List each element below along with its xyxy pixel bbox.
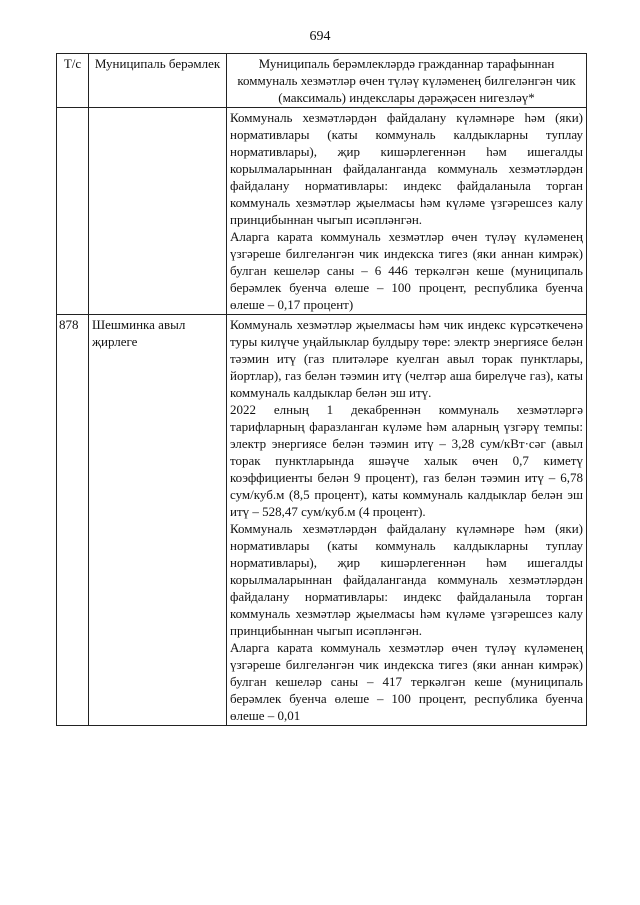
header-municipality: Муниципаль берәмлек xyxy=(89,54,227,108)
paragraph: 2022 елның 1 декабреннән коммуналь хезмәтләргә тарифларның фаразланган күләме һәм аларның үзгәрү темпы: электр энергиясе белән тәэмин итү – 3,28 сум/кВт·сәг (авыл торак пунктларында яшәүче халык өчен 0,7 киметү коэффициенты белән 9 процент), газ белән тәэмин итү – 6,78 сум/куб.м (8,5 процент), каты коммуналь калдыклар белән эш итү – 528,47 сум/куб.м (4 процент). xyxy=(230,402,583,519)
paragraph: Коммуналь хезмәтләрдән файдалану күләмнәре һәм (яки) нормативлары (каты коммуналь калдыкларны туплау нормативлары), җир кишәрлегеннән һәм ишегалды корылмаларыннан файдаланганда коммуналь хезмәтләрдән файдалану нормативлары: индекс файдаланыла торган коммуналь хезмәтләр җыелмасы һәм күләме үзгәрешсез калу принцибыннан чыгып исәпләнгән. xyxy=(230,521,583,638)
index-table xyxy=(56,53,587,726)
header-justification: Муниципаль берәмлекләрдә гражданнар тарафыннан коммуналь хезмәтләр өчен түләү күләменең билгеләнгән чик (максималь) индекслары дәрәҗәсен нигезләү* xyxy=(227,54,587,108)
table-header-row xyxy=(57,54,587,108)
page-number: 694 xyxy=(309,29,331,44)
paragraph: Коммуналь хезмәтләрдән файдалану күләмнәре һәм (яки) нормативлары (каты коммуналь калдыкларны туплау нормативлары), җир кишәрлегеннән һәм ишегалды корылмаларыннан файдаланганда коммуналь хезмәтләрдән файдалану нормативлары: индекс файдаланыла торган коммуналь хезмәтләр җыелмасы һәм күләме үзгәрешсез калу принцибыннан чыгып исәпләнгән. xyxy=(230,110,583,227)
paragraph: Коммуналь хезмәтләр җыелмасы һәм чик индекс күрсәткеченә туры килүче уңайлыклар булдыру төре: электр энергиясе белән тәэмин итү (газ плитәләре куелган авыл торак пунктлары, йортлар), газ белән тәэмин итү (челтәр аша бирелүче газ), каты коммуналь калдыклар белән эш итү. xyxy=(230,317,583,400)
cell-justification xyxy=(227,315,587,726)
row-number: 878 xyxy=(57,315,89,726)
table-row-continuation xyxy=(57,108,587,315)
paragraph: Аларга карата коммуналь хезмәтләр өчен түләү күләменең үзгәреше билгеләнгән чик индекска тигез (яки аннан кимрәк) булган кешеләр саны – 6 446 теркәлгән кеше (муниципаль берәмлек буенча өлеше – 100 процент, республика буенча өлеше – 0,17 процент) xyxy=(230,229,583,312)
cell-municipality-empty xyxy=(89,108,227,315)
header-number: Т/с xyxy=(57,54,89,108)
cell-number-empty xyxy=(57,108,89,315)
cell-justification xyxy=(227,108,587,315)
table-row xyxy=(57,315,587,726)
row-municipality: Шешминка авыл җирлеге xyxy=(89,315,227,726)
paragraph: Аларга карата коммуналь хезмәтләр өчен түләү күләменең үзгәреше билгеләнгән чик индекска тигез (яки аннан кимрәк) булган кешеләр саны – 417 теркәлгән кеше (муниципаль берәмлек буенча өлеше – 100 процент, республика буенча өлеше – 0,01 xyxy=(230,640,583,723)
